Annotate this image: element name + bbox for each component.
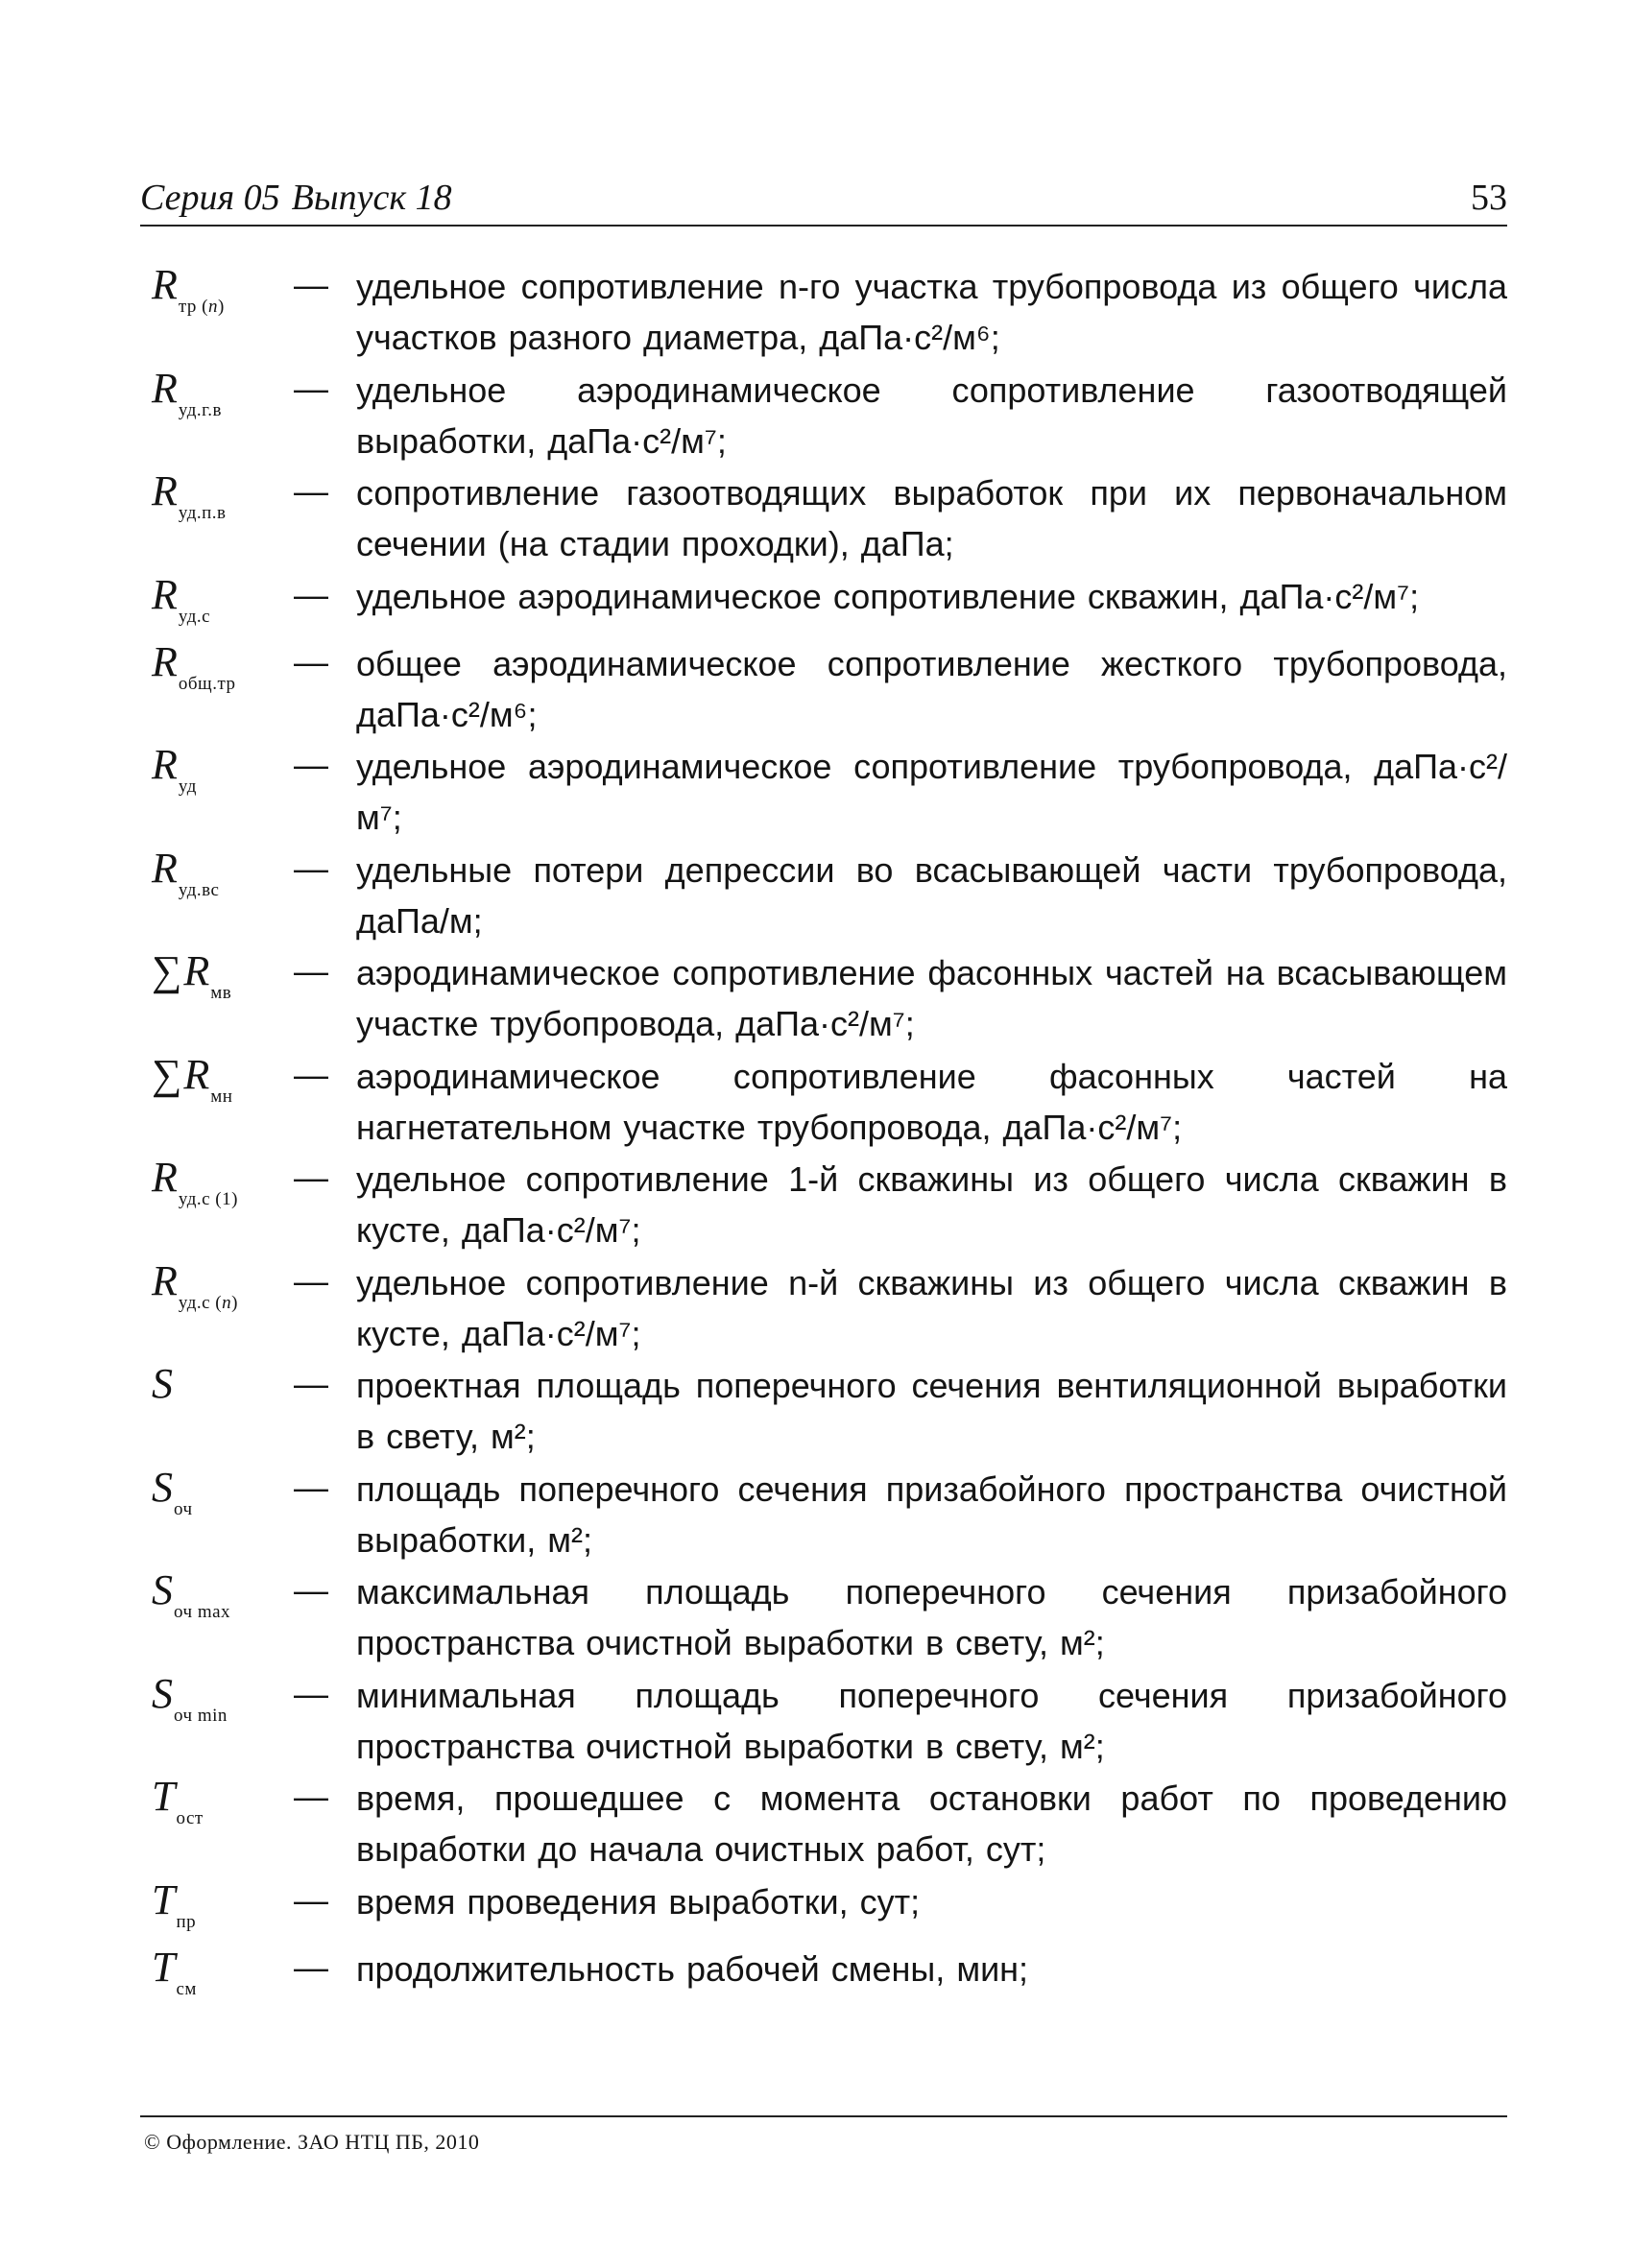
running-header — [140, 175, 1507, 227]
symbol-subscript — [174, 1499, 193, 1519]
symbol-subscript — [179, 1189, 238, 1209]
symbol-letter: R — [152, 364, 178, 412]
entry-description: проектная площадь поперечного сечения вентиляционной выработки в свету, м²; — [356, 1366, 1507, 1456]
symbol-letter: S — [152, 1463, 173, 1511]
entry-symbol — [152, 638, 235, 695]
symbol-subscript — [179, 1293, 238, 1313]
subscript-text: мв — [210, 983, 232, 1003]
footer-divider — [140, 2115, 1507, 2117]
entry-symbol — [152, 845, 219, 901]
symbol-subscript — [179, 776, 197, 797]
notation-entry — [140, 1051, 1507, 1155]
symbol-subscript — [179, 607, 210, 627]
entry-dash: — — [294, 848, 328, 888]
entry-symbol — [152, 1566, 230, 1623]
symbol-subscript — [176, 1979, 196, 1999]
entry-dash: — — [294, 951, 328, 991]
entry-symbol — [152, 1360, 173, 1408]
subscript-text: оч — [174, 1498, 193, 1519]
issue-label: Выпуск 18 — [291, 178, 452, 218]
footer-copyright: © Оформление. ЗАО НТЦ ПБ, 2010 — [144, 2130, 480, 2154]
symbol-subscript — [179, 297, 225, 317]
sum-sign: ∑ — [152, 947, 182, 994]
entry-dash: — — [294, 1260, 328, 1301]
symbol-letter: R — [152, 570, 178, 618]
subscript-close: ) — [218, 297, 225, 317]
notation-entry — [140, 845, 1507, 948]
symbol-subscript — [210, 1086, 232, 1107]
subscript-text: оч max — [174, 1602, 231, 1622]
notation-entry — [140, 467, 1507, 571]
symbol-letter: R — [183, 947, 210, 994]
entry-symbol — [152, 947, 231, 1004]
symbol-letter: R — [152, 1256, 178, 1304]
entry-dash: — — [294, 471, 328, 511]
entry-description: продолжительность рабочей смены, мин; — [356, 1948, 1029, 1989]
series-label: Серия 05 — [140, 178, 280, 218]
entry-symbol — [152, 1257, 238, 1314]
entry-symbol — [152, 365, 222, 421]
entry-dash: — — [294, 265, 328, 304]
entry-dash: — — [294, 1673, 328, 1713]
entry-symbol — [152, 741, 197, 798]
subscript-index: n — [208, 297, 219, 317]
symbol-letter: T — [152, 1875, 176, 1923]
symbol-letter: R — [152, 261, 178, 308]
notation-entry — [140, 1360, 1507, 1464]
notation-entry — [140, 571, 1507, 638]
subscript-text: уд.с — [178, 606, 211, 627]
entry-symbol — [152, 1051, 232, 1108]
entry-description: максимальная площадь поперечного сечения призабойного пространства очистной выработки в свету, м²; — [356, 1572, 1507, 1662]
subscript-text: ост — [176, 1808, 204, 1828]
notation-entry — [140, 1876, 1507, 1944]
notation-entry — [140, 947, 1507, 1051]
entry-symbol — [152, 1464, 193, 1520]
symbol-letter: R — [152, 467, 178, 514]
entry-description: время проведения выработки, сут; — [356, 1881, 921, 1922]
subscript-text: общ.тр — [178, 673, 236, 694]
sum-sign: ∑ — [152, 1050, 182, 1098]
entry-symbol — [152, 261, 225, 318]
symbol-letter: S — [152, 1669, 173, 1717]
subscript-text: пр — [176, 1911, 197, 1932]
entry-symbol — [152, 1773, 204, 1829]
subscript-text: уд — [178, 776, 197, 797]
entry-description: удельное сопротивление 1-й скважины из общего числа скважин в кусте, даПа·с²/м⁷; — [356, 1159, 1507, 1250]
notation-entry — [140, 1154, 1507, 1257]
entry-description: удельные потери депрессии во всасывающей части трубопровода, даПа/м; — [356, 849, 1507, 941]
entry-symbol — [152, 1876, 196, 1933]
symbol-letter: R — [152, 741, 178, 788]
entry-symbol — [152, 467, 227, 524]
entry-description: сопротивление газоотводящих выработок при их первоначальном сечении (на стадии проходки), даПа; — [356, 473, 1507, 563]
subscript-text: уд.с (1) — [178, 1189, 238, 1209]
symbol-letter: S — [152, 1566, 173, 1613]
notation-entry — [140, 638, 1507, 742]
subscript-close: ) — [231, 1292, 238, 1313]
entry-description: общее аэродинамическое сопротивление жесткого трубопровода, даПа·с²/м⁶; — [356, 643, 1507, 734]
symbol-letter: T — [152, 1943, 176, 1991]
symbol-subscript — [179, 674, 236, 694]
subscript-index: n — [222, 1292, 232, 1313]
subscript-text: уд.п.в — [178, 503, 227, 523]
notation-entry — [140, 1944, 1507, 2011]
subscript-text: уд.с ( — [178, 1292, 223, 1313]
notation-entry — [140, 1773, 1507, 1876]
symbol-letter: S — [152, 1360, 173, 1407]
symbol-subscript — [174, 1706, 228, 1726]
entry-dash: — — [294, 1054, 328, 1094]
entry-dash: — — [294, 1879, 328, 1920]
symbol-subscript — [176, 1912, 196, 1932]
symbol-subscript — [210, 983, 231, 1003]
symbol-letter: R — [152, 637, 178, 685]
entry-description: время, прошедшее с момента остановки работ по проведению выработки до начала очистных работ, сут; — [356, 1779, 1507, 1869]
entry-symbol — [152, 1154, 238, 1210]
symbol-subscript — [176, 1808, 203, 1828]
entry-dash: — — [294, 641, 328, 681]
entry-description: аэродинамическое сопротивление фасонных частей на нагнетательном участке трубопровода, даПа·с²/м⁷; — [356, 1056, 1507, 1147]
entry-description: удельное аэродинамическое сопротивление трубопровода, даПа·с²/м⁷; — [356, 747, 1507, 837]
page-number: 53 — [1471, 178, 1507, 218]
notation-entry — [140, 741, 1507, 845]
notation-list — [140, 261, 1507, 2011]
entry-dash: — — [294, 1364, 328, 1403]
notation-entry — [140, 1464, 1507, 1567]
notation-entry — [140, 1566, 1507, 1670]
symbol-subscript — [179, 503, 227, 523]
symbol-subscript — [179, 880, 220, 900]
entry-symbol — [152, 571, 210, 628]
entry-dash: — — [294, 574, 328, 614]
symbol-subscript — [179, 400, 222, 420]
entry-description: площадь поперечного сечения призабойного пространства очистной выработки, м²; — [356, 1468, 1507, 1560]
symbol-letter: R — [152, 1154, 178, 1201]
entry-dash: — — [294, 1570, 328, 1610]
entry-description: аэродинамическое сопротивление фасонных частей на всасывающем участке трубопровода, даПа·с²/м⁷; — [356, 953, 1507, 1043]
subscript-text: оч min — [174, 1705, 228, 1726]
notation-entry — [140, 261, 1507, 365]
notation-entry — [140, 1670, 1507, 1774]
entry-description: удельное сопротивление n-й скважины из общего числа скважин в кусте, даПа·с²/м⁷; — [356, 1262, 1507, 1353]
entry-description: удельное аэродинамическое сопротивление скважин, даПа·с²/м⁷; — [356, 576, 1420, 616]
notation-entry — [140, 1257, 1507, 1361]
subscript-text: см — [176, 1978, 197, 1999]
entry-dash: — — [294, 1946, 328, 1987]
entry-dash: — — [294, 1777, 328, 1816]
subscript-text: уд.вс — [178, 879, 220, 900]
symbol-letter: R — [183, 1050, 210, 1098]
subscript-text: тр ( — [178, 297, 209, 317]
entry-dash: — — [294, 1158, 328, 1197]
symbol-letter: T — [152, 1773, 176, 1820]
subscript-text: уд.г.в — [178, 399, 222, 420]
entry-dash: — — [294, 745, 328, 784]
entry-symbol — [152, 1670, 228, 1727]
series-issue — [140, 177, 452, 219]
entry-description: минимальная площадь поперечного сечения призабойного пространства очистной выработки в свету, м²; — [356, 1675, 1507, 1766]
symbol-subscript — [174, 1602, 230, 1622]
notation-entry — [140, 365, 1507, 468]
subscript-text: мн — [210, 1086, 233, 1107]
entry-description: удельное сопротивление n-го участка трубопровода из общего числа участков разного диаметра, даПа·с²/м⁶; — [356, 267, 1507, 357]
entry-symbol — [152, 1944, 197, 2000]
entry-description: удельное аэродинамическое сопротивление газоотводящей выработки, даПа·с²/м⁷; — [356, 370, 1507, 461]
symbol-letter: R — [152, 844, 178, 892]
entry-dash: — — [294, 1467, 328, 1507]
entry-dash: — — [294, 368, 328, 408]
